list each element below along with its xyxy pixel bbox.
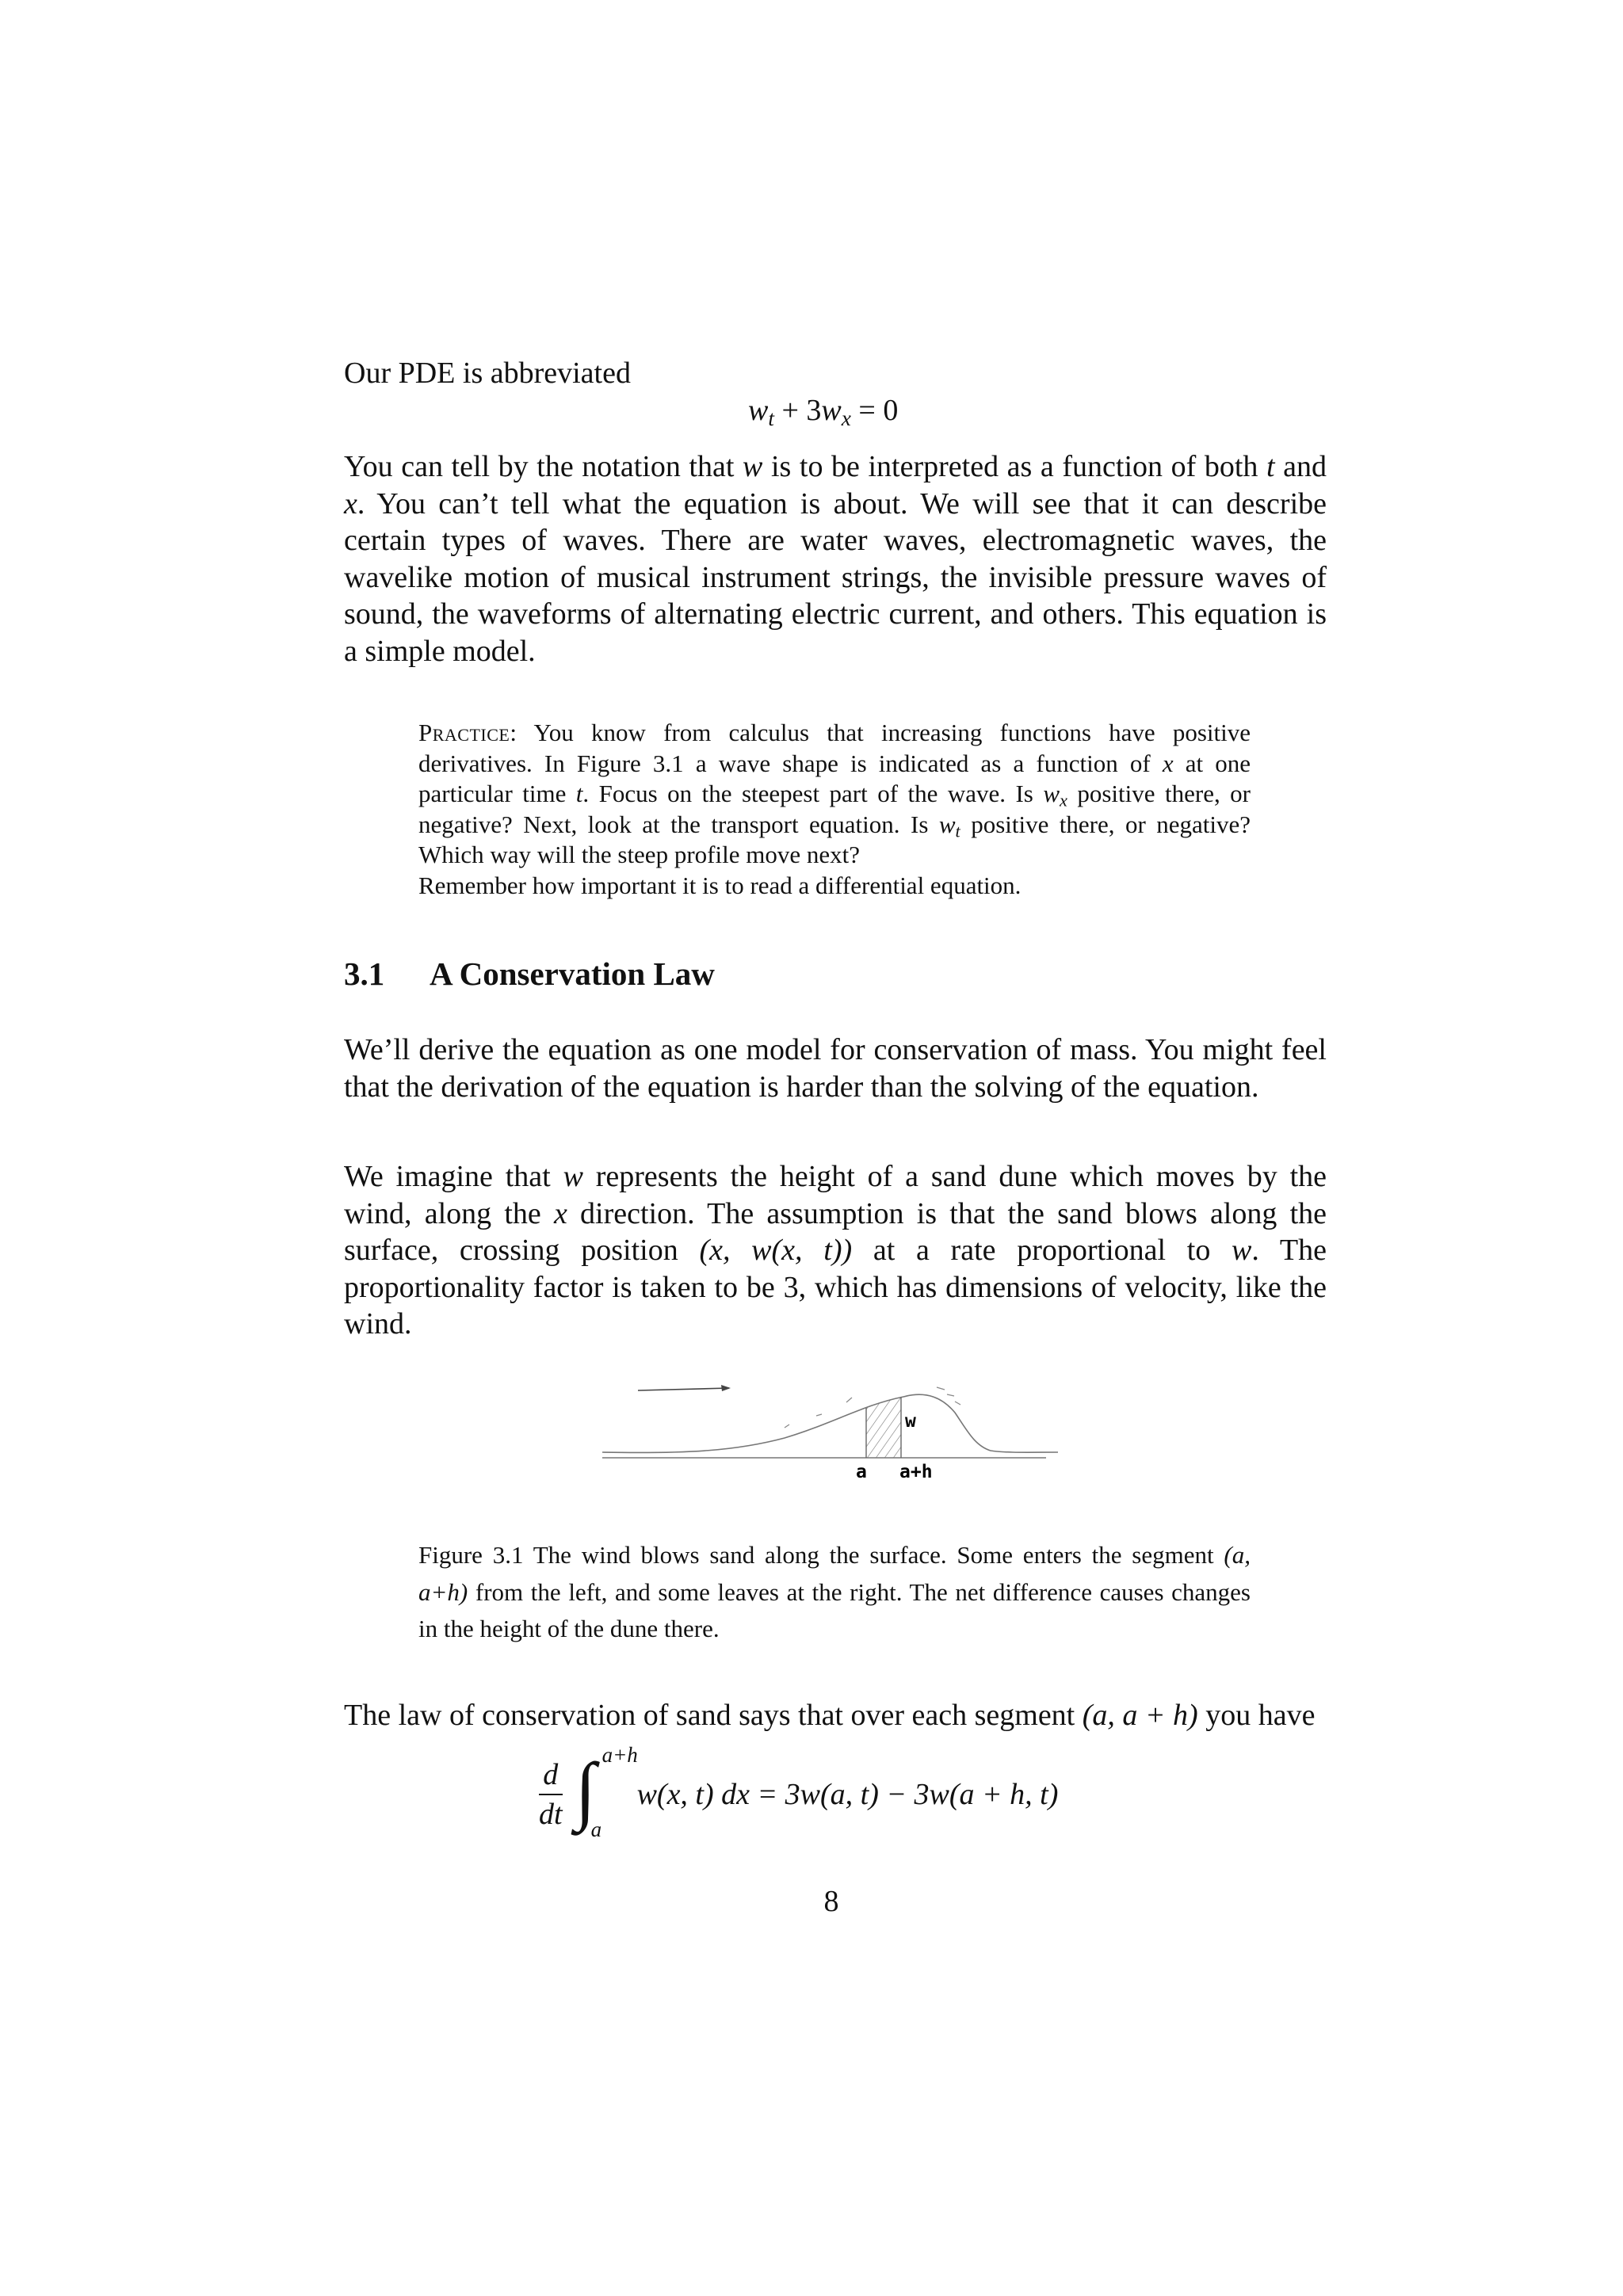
- section-title: A Conservation Law: [430, 955, 715, 992]
- hatched-segment: [866, 1375, 901, 1458]
- derivative-fraction: $\frac{d}{dt}$: [539, 1758, 563, 1831]
- transport-equation: $w_t + 3w_x = 0$: [748, 394, 899, 430]
- paragraph-derive: We’ll derive the equation as one model for conservation of mass. You might feel that the derivation of the equation is harder than the solving of the equation.: [344, 1033, 1327, 1104]
- conservation-integral-equation: [539, 1743, 1059, 1841]
- dune-curve: [602, 1394, 1058, 1452]
- integral-body: w(x, t) dx = 3w(a, t) − 3w(a + h, t): [636, 1778, 1059, 1811]
- practice-block: Practice: You know from calculus that increasing functions have positive derivatives. In Figure 3.1 a wave shape is indicated as a function of x at one particular time t. Focus on the steepest part of the wave. Is $w_x$ positive there, or negative? Next, look at the transport equation. Is $w_t$ positive there, or negative? Which way will the steep profile move next? Remember how important it is to read a differential equation.: [418, 719, 1251, 899]
- paragraph-sand-dune: We imagine that w represents the height of a sand dune which moves by the wind, along the x direction. The assumption is that the sand blows along the surface, crossing position (x, w(x, t)) at a rate proportional to w. The proportionality factor is taken to be 3, which has dimensions of velocity, like the wind.: [344, 1160, 1327, 1341]
- wind-arrow-icon: [638, 1385, 731, 1391]
- page-number: 8: [823, 1885, 839, 1918]
- intro-text: [344, 355, 1327, 392]
- figure-caption: Figure 3.1 The wind blows sand along the surface. Some enters the segment (a, a+h) from the left, and some leaves at the right. The net difference causes changes in the height of the dune there.: [418, 1541, 1251, 1642]
- figure-label-w: w: [905, 1411, 916, 1432]
- figure-label-a: a: [856, 1462, 867, 1482]
- section-number: 3.1: [344, 955, 385, 992]
- paragraph-conservation: The law of conservation of sand says that over each segment (a, a + h) you have: [344, 1699, 1316, 1732]
- intro-lead: Our PDE is abbreviated: [344, 357, 631, 390]
- integral-sign: ∫ a+h a: [575, 1743, 638, 1841]
- paragraph-waves: You can tell by the notation that w is to be interpreted as a function of both t and x. You can’t tell what the equation is about. We will see that it can describe certain types of waves. There are water waves, electromagnetic waves, the wavelike motion of musical instrument strings, the invisible pressure waves of sound, the waveforms of alternating electric current, and others. This equation is a simple model.: [344, 450, 1327, 668]
- section-heading: [344, 955, 715, 993]
- sand-dune-figure: [594, 1375, 1070, 1493]
- figure-label-a-plus-h: a+h: [899, 1462, 933, 1482]
- practice-label: Practice:: [418, 719, 517, 746]
